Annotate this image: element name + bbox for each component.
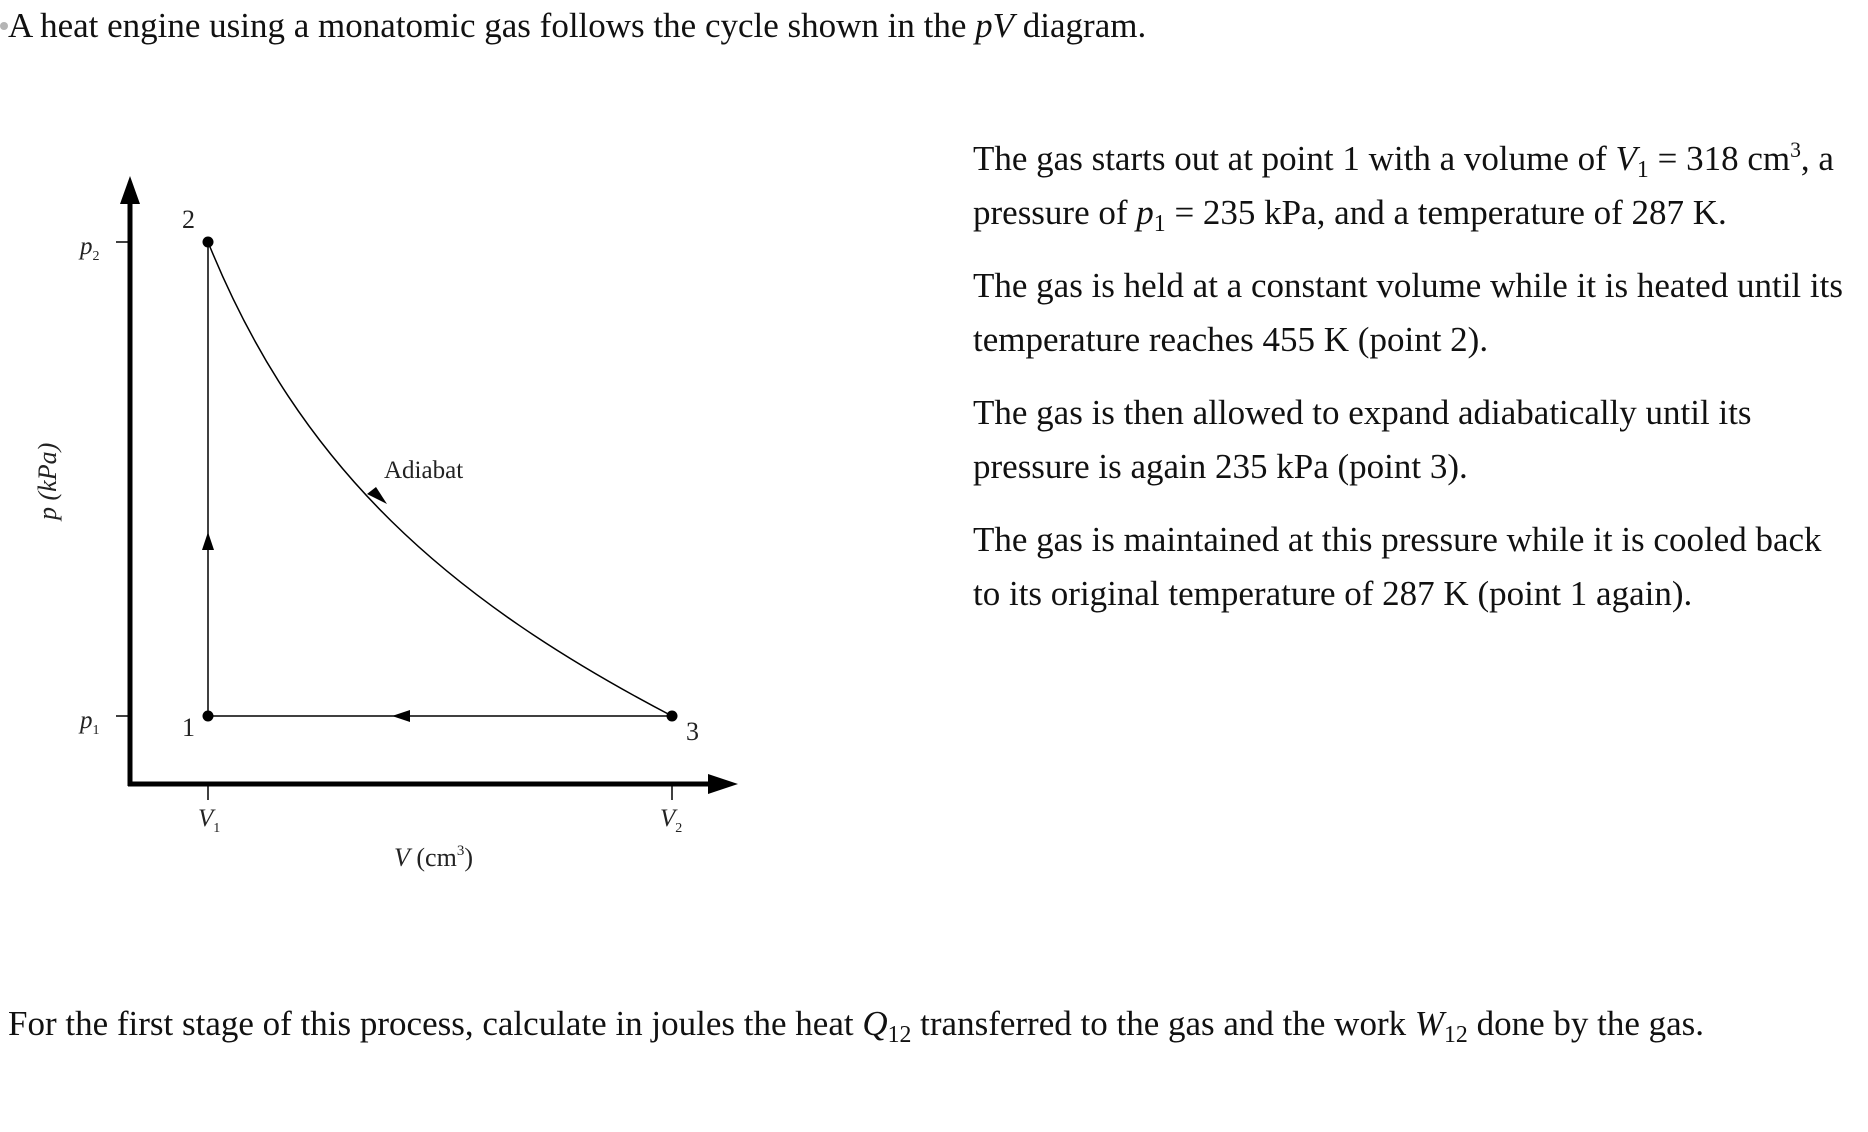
q-symbol: Q (862, 1004, 888, 1043)
x-axis-arrowhead (708, 774, 738, 794)
description (973, 132, 1853, 640)
v2-tick-label: $V_2$ (660, 805, 683, 836)
p1-tick-label: $p_1$ (80, 707, 100, 738)
description-para-3: The gas is then allowed to expand adiabatically until its pressure is again 235 kPa (point 3). (973, 393, 1752, 486)
p2-tick-label: $p_2$ (80, 233, 100, 264)
point-3-label: 3 (686, 717, 699, 746)
point-2-label: 2 (182, 205, 195, 234)
x-axis-label: V $(cm^3)$ (394, 843, 473, 872)
y-axis-label: p (kPa) (33, 442, 62, 520)
intro-pv-symbol: pV (975, 6, 1015, 45)
point-3-marker (667, 711, 678, 722)
intro-text-before: A heat engine using a monatomic gas follows the cycle shown in the (8, 6, 976, 45)
description-para-1: The gas starts out at point 1 with a volume of $V_1 = 318$ $cm^3$, a pressure of $p_1 = 235$ kPa, and a temperature of 287 K. (973, 137, 1834, 238)
description-para-4: The gas is maintained at this pressure while it is cooled back to its original temperature of 287 K (point 1 again). (973, 520, 1822, 613)
point-1-marker (203, 711, 214, 722)
adiabat-label: Adiabat (384, 457, 464, 484)
isobaric-arrow (392, 710, 410, 722)
v1-tick-label: $V_1$ (198, 805, 221, 836)
pv-diagram (0, 0, 960, 900)
description-para-2: The gas is held at a constant volume while it is heated until its temperature reaches 455 K (point 2). (973, 266, 1843, 359)
y-axis-arrowhead (120, 176, 140, 204)
adiabat-arrow (367, 487, 387, 504)
point-2-marker (203, 237, 214, 248)
intro-text-after: diagram. (1014, 6, 1147, 45)
question-text: For the first stage of this process, calculate in joules the heat $Q_{12}$ transferred to the gas and the work $W_{12}$ done by the gas. (8, 1004, 1705, 1049)
isochoric-arrow (202, 532, 214, 550)
w-symbol: W (1414, 1004, 1445, 1043)
point-1-label: 1 (182, 713, 195, 742)
